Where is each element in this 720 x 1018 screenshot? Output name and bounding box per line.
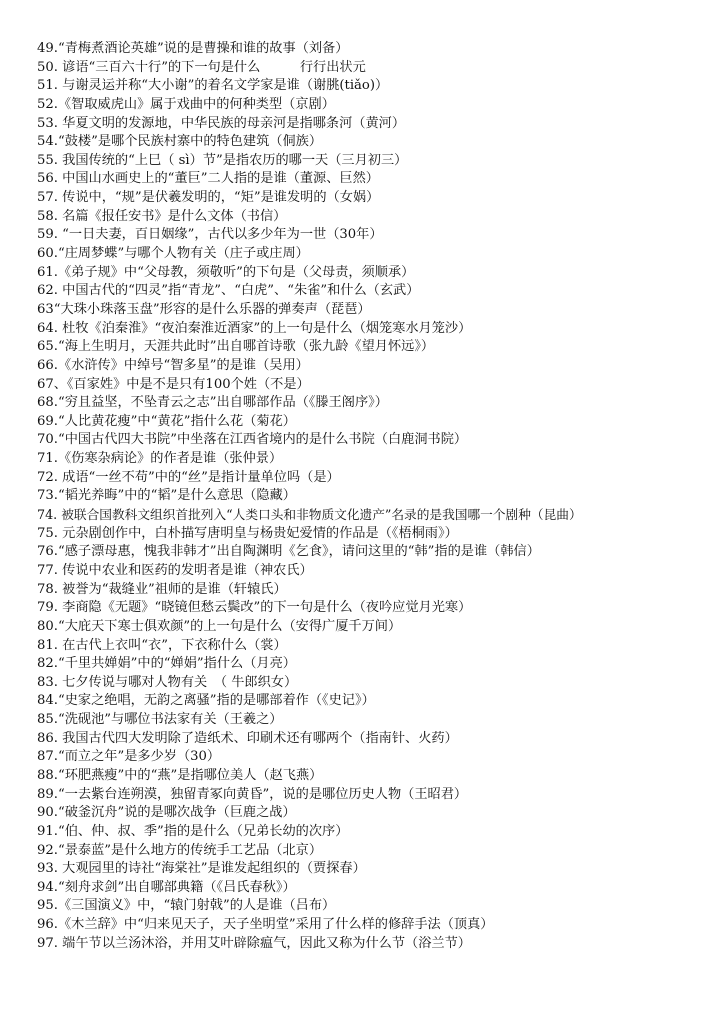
question-77: 77. 传说中农业和医药的发明者是谁（神农氏）: [37, 562, 313, 578]
question-91: 91.“伯、仲、叔、季”指的是什么（兄弟长幼的次序）: [37, 823, 349, 839]
question-90: 90.“破釜沉舟”说的是哪次战争（巨鹿之战）: [37, 805, 296, 821]
question-57: 57. 传说中，“规”是伏羲发明的，“矩”是谁发明的（女娲）: [37, 190, 380, 206]
question-86: 86. 我国古代四大发明除了造纸术、印刷术还有哪两个（指南针、火药）: [37, 730, 458, 746]
question-96: 96.《木兰辞》中“归来见天子，天子坐明堂”采用了什么样的修辞手法（顶真）: [37, 917, 494, 933]
question-74: 74. 被联合国教科文组织首批列入“人类口头和非物质文化遗产”名录的是我国哪一个剧种（昆曲）: [37, 507, 582, 523]
question-97: 97. 端午节以兰汤沐浴，并用艾叶辟除瘟气，因此又称为什么节（浴兰节）: [37, 935, 471, 951]
question-89: 89.“一去紫台连朔漠，独留青冢向黄昏”，说的是哪位历史人物（王昭君）: [37, 786, 468, 802]
question-63: 63“大珠小珠落玉盘”形容的是什么乐器的弹奏声（琵琶）: [37, 301, 371, 317]
question-92: 92.“景泰蓝”是什么地方的传统手工艺品（北京）: [37, 842, 323, 858]
question-68: 68.“穷且益坚，不坠青云之志”出自哪部作品（《滕王阁序》）: [37, 395, 388, 411]
question-62: 62. 中国古代的“四灵”指“青龙”、“白虎”、“朱雀”和什么（玄武）: [37, 283, 420, 299]
question-67: 67、《百家姓》中是不是只有100个姓（不是）: [37, 376, 310, 392]
question-71: 71.《伤寒杂病论》的作者是谁（张仲景）: [37, 451, 283, 467]
question-49: 49.“青梅煮酒论英雄”说的是曹操和谁的故事（刘备）: [37, 41, 349, 56]
question-80: 80.“大庇天下寒士俱欢颜”的上一句是什么（安得广厦千万间）: [37, 618, 402, 634]
question-52: 52.《智取威虎山》属于戏曲中的何种类型（京剧）: [37, 96, 335, 112]
question-64: 64. 杜牧《泊秦淮》“夜泊秦淮近酒家”的上一句是什么（烟笼寒水月笼沙）: [37, 320, 472, 336]
question-61: 61.《弟子规》中“父母教，须敬听”的下句是（父母责，须顺承）: [37, 264, 415, 280]
question-53: 53. 华夏文明的发源地，中华民族的母亲河是指哪条河（黄河）: [37, 115, 406, 131]
question-59: 59. “一日夫妻，百日姻缘”，古代以多少年为一世（30年）: [37, 227, 383, 243]
question-88: 88.“环肥燕瘦”中的“燕”是指哪位美人（赵飞燕）: [37, 767, 323, 783]
question-55: 55. 我国传统的“上巳（ sì）节”是指农历的哪一天（三月初三）: [37, 152, 408, 168]
question-list: [37, 40, 713, 953]
question-84: 84.“史家之绝唱，无韵之离骚”指的是哪部着作（《史记》）: [37, 693, 375, 709]
question-50: 50. 谚语“三百六十行”的下一句是什么 行行出状元: [37, 59, 366, 75]
question-82: 82.“千里共婵娟”中的“婵娟”指什么（月亮）: [37, 656, 296, 672]
question-51: 51. 与谢灵运并称“大小谢”的着名文学家是谁（谢朓(tiǎo)）: [37, 78, 389, 94]
question-81: 81. 在古代上衣叫“衣”，下衣称什么（裳）: [37, 637, 287, 653]
question-78: 78. 被誉为“裁缝业”祖师的是谁（轩辕氏）: [37, 581, 287, 597]
question-54: 54.“鼓楼”是哪个民族村寨中的特色建筑（侗族）: [37, 134, 323, 150]
question-65: 65.“海上生明月，天涯共此时”出自哪首诗歌（张九龄《望月怀远》）: [37, 339, 435, 355]
question-85: 85.“洗砚池”与哪位书法家有关（王羲之）: [37, 712, 283, 728]
question-94: 94.“刻舟求剑”出自哪部典籍（《吕氏春秋》）: [37, 879, 296, 895]
question-73: 73.“韬光养晦”中的“韬”是什么意思（隐藏）: [37, 488, 296, 504]
question-83: 83. 七夕传说与哪对人物有关 （ 牛郎织女）: [37, 674, 298, 690]
question-79: 79. 李商隐《无题》“晓镜但愁云鬓改”的下一句是什么（夜吟应觉月光寒）: [37, 600, 472, 616]
question-93: 93. 大观园里的诗社“海棠社”是谁发起组织的（贾探春）: [37, 861, 366, 877]
question-58: 58. 名篇《报任安书》是什么文体（书信）: [37, 208, 287, 224]
question-56: 56. 中国山水画史上的“董巨”二人指的是谁（董源、巨然）: [37, 171, 379, 187]
question-70: 70.“中国古代四大书院”中坐落在江西省境内的是什么书院（白鹿洞书院）: [37, 432, 468, 448]
question-60: 60.“庄周梦蝶”与哪个人物有关（庄子或庄周）: [37, 246, 309, 262]
question-66: 66.《水浒传》中绰号“智多星”的是谁（吴用）: [37, 357, 309, 373]
question-69: 69.“人比黄花瘦”中“黄花”指什么花（菊花）: [37, 413, 296, 429]
question-75: 75. 元杂剧创作中，白朴描写唐明皇与杨贵妃爱情的作品是（《梧桐雨》）: [37, 525, 458, 541]
question-87: 87.“而立之年”是多少岁（30）: [37, 749, 221, 765]
question-72: 72. 成语“一丝不苟”中的“丝”是指计量单位吗（是）: [37, 469, 340, 485]
question-95: 95.《三国演义》中，“辕门射戟”的人是谁（吕布）: [37, 898, 336, 914]
question-76: 76.“感子漂母惠，愧我非韩才”出自陶渊明《乞食》，请问这里的“韩”指的是谁（韩信）: [37, 544, 540, 560]
